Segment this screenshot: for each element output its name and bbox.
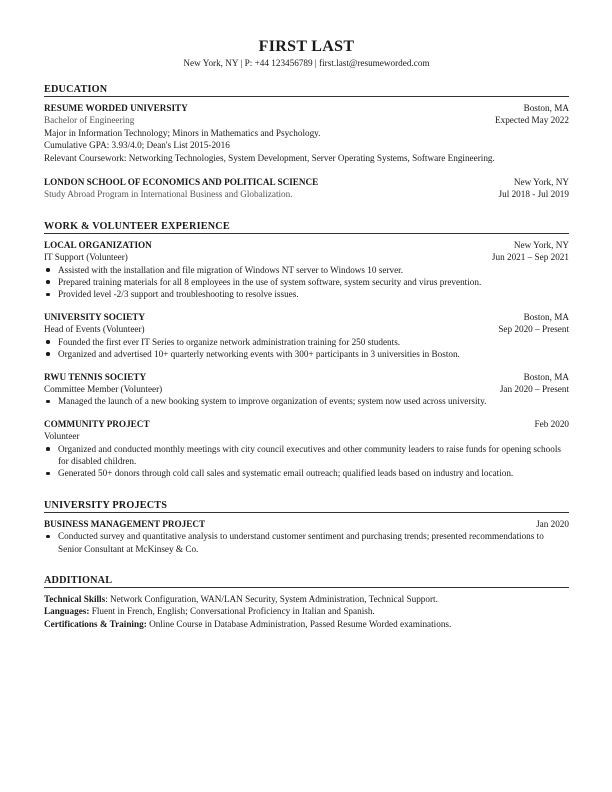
section-title-education: EDUCATION bbox=[44, 83, 569, 97]
education-detail: Major in Information Technology; Minors in Mathematics and Psychology. bbox=[44, 127, 321, 138]
degree: Bachelor of Engineering bbox=[44, 115, 135, 126]
role-title: Volunteer bbox=[44, 431, 80, 442]
contact-line: New York, NY | P: +44 123456789 | first.last@resumeworded.com bbox=[183, 58, 430, 68]
institution-name: RESUME WORDED UNIVERSITY bbox=[44, 103, 188, 113]
education-detail: Cumulative GPA: 3.93/4.0; Dean's List 2015-2016 bbox=[44, 140, 230, 151]
additional-item bbox=[44, 593, 569, 605]
organization-date: Feb 2020 bbox=[534, 418, 569, 429]
bullet-item: Assisted with the installation and file migration of Windows NT server to Windows 10 server. bbox=[44, 264, 569, 276]
section-title-projects: UNIVERSITY PROJECTS bbox=[44, 499, 569, 513]
additional-label: Certifications & Training: bbox=[44, 618, 147, 629]
organization-name: LOCAL ORGANIZATION bbox=[44, 239, 152, 250]
role-date: Jun 2021 – Sep 2021 bbox=[491, 252, 569, 263]
additional-item bbox=[44, 618, 569, 630]
bullet-item: Prepared training materials for all 8 employees in the use of system software, system security and virus prevention. bbox=[44, 276, 569, 288]
section-title-experience: WORK & VOLUNTEER EXPERIENCE bbox=[44, 220, 569, 234]
bullet-list bbox=[44, 264, 569, 301]
experience-entry bbox=[44, 371, 569, 408]
bullet-list bbox=[44, 336, 569, 361]
additional-text: Online Course in Database Administration, Passed Resume Worded examinations. bbox=[149, 618, 452, 629]
degree: Study Abroad Program in International Business and Globalization. bbox=[44, 189, 293, 200]
institution-name: LONDON SCHOOL OF ECONOMICS AND POLITICAL SCIENCE bbox=[44, 177, 319, 188]
role-date: Jan 2020 – Present bbox=[499, 383, 569, 394]
role-title: Head of Events (Volunteer) bbox=[44, 324, 145, 335]
education-date: Jul 2018 - Jul 2019 bbox=[498, 189, 569, 200]
candidate-name: FIRST LAST bbox=[258, 38, 355, 55]
organization-name: COMMUNITY PROJECT bbox=[44, 418, 150, 429]
organization-name: UNIVERSITY SOCIETY bbox=[44, 311, 146, 322]
education-entry bbox=[44, 102, 569, 164]
role-title: IT Support (Volunteer) bbox=[44, 252, 128, 263]
role-title: Committee Member (Volunteer) bbox=[44, 383, 163, 394]
additional-separator: : bbox=[105, 593, 111, 604]
education-date: Expected May 2022 bbox=[495, 115, 569, 126]
bullet-item: Generated 50+ donors through cold call sales and systematic email outreach; qualified leads based on industry and location. bbox=[44, 467, 569, 479]
bullet-item: Managed the launch of a new booking system to improve organization of events; system now used across university. bbox=[44, 395, 569, 407]
organization-location: Boston, MA bbox=[523, 311, 569, 322]
education-entry bbox=[44, 176, 569, 201]
project-date: Jan 2020 bbox=[536, 518, 569, 529]
bullet-item: Organized and advertised 10+ quarterly networking events with 300+ participants in 3 universities in Boston. bbox=[44, 348, 569, 360]
additional-item bbox=[44, 605, 569, 617]
organization-name: RWU TENNIS SOCIETY bbox=[44, 371, 147, 382]
additional-section bbox=[44, 574, 569, 630]
education-section bbox=[44, 83, 569, 201]
experience-entry bbox=[44, 311, 569, 361]
additional-label: Languages: bbox=[44, 606, 90, 617]
bullet-item: Provided level -2/3 support and troubleshooting to resolve issues. bbox=[44, 288, 569, 300]
education-detail: Relevant Coursework: Networking Technologies, System Development, Server Operating Systems, Software Engineering. bbox=[44, 152, 495, 163]
bullet-list bbox=[44, 443, 569, 480]
institution-location: New York, NY bbox=[513, 177, 569, 188]
experience-section bbox=[44, 220, 569, 480]
experience-entry bbox=[44, 239, 569, 301]
organization-location: New York, NY bbox=[513, 239, 569, 250]
bullet-item: Conducted survey and quantitative analysis to understand customer sentiment and purchasing trends; presented recommendations to Senior Consultant at McKinsey & Co. bbox=[44, 530, 569, 555]
additional-label: Technical Skills bbox=[44, 593, 106, 604]
institution-location: Boston, MA bbox=[523, 103, 569, 113]
role-date: Sep 2020 – Present bbox=[498, 324, 569, 335]
bullet-item: Organized and conducted monthly meetings with city council executives and other community leaders to raise funds for opening schools for disabled children. bbox=[44, 443, 569, 468]
project-name: BUSINESS MANAGEMENT PROJECT bbox=[44, 518, 206, 529]
additional-text: Fluent in French, English; Conversational Proficiency in Italian and Spanish. bbox=[91, 606, 375, 617]
bullet-list bbox=[44, 395, 569, 407]
experience-entry bbox=[44, 418, 569, 480]
section-title-additional: ADDITIONAL bbox=[44, 574, 569, 588]
projects-section bbox=[44, 499, 569, 555]
additional-text: Network Configuration, WAN/LAN Security, System Administration, Technical Support. bbox=[110, 593, 438, 604]
bullet-item: Founded the first ever IT Series to organize network administration training for 250 students. bbox=[44, 336, 569, 348]
project-entry bbox=[44, 518, 569, 555]
organization-location: Boston, MA bbox=[523, 371, 569, 382]
bullet-list bbox=[44, 530, 569, 555]
